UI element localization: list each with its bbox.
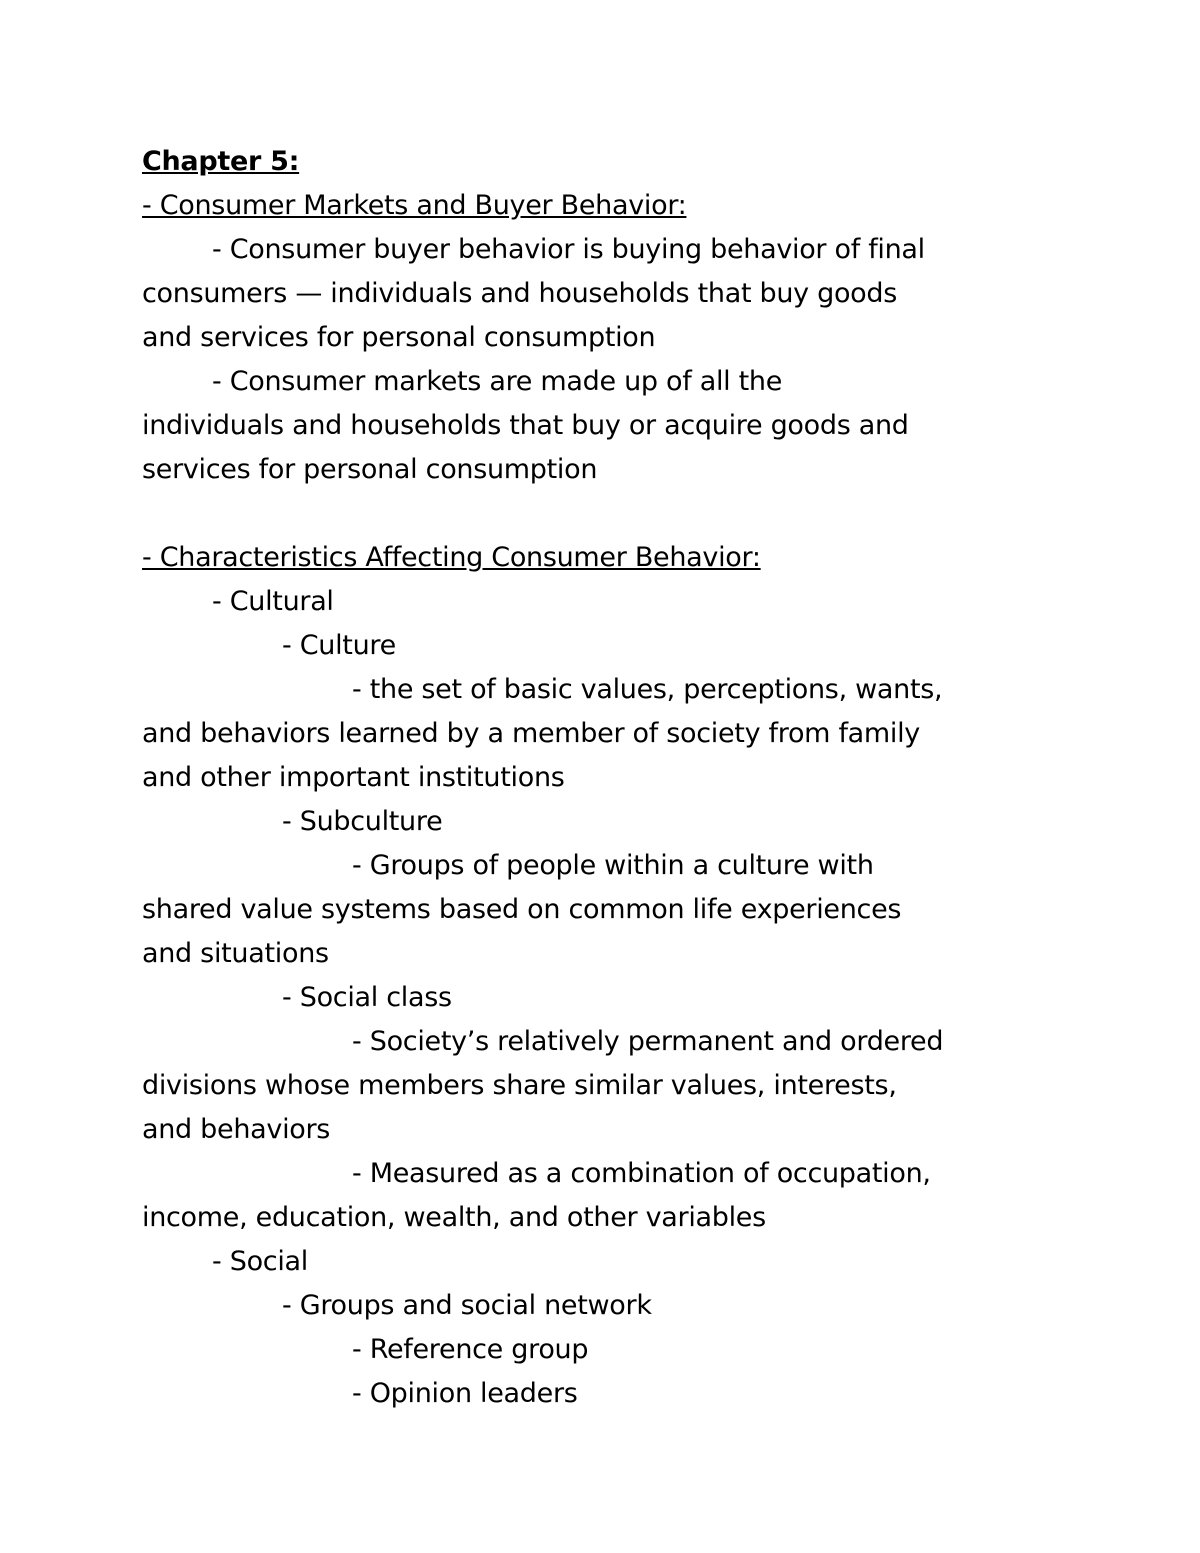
text-line: shared value systems based on common life experiences <box>142 894 902 925</box>
list-item-level-1: - Social <box>212 1246 308 1277</box>
chapter-title: Chapter 5: <box>142 146 300 177</box>
list-item-level-2: - Culture <box>282 630 396 661</box>
text-line: services for personal consumption <box>142 454 598 485</box>
section-heading-consumer-markets: - Consumer Markets and Buyer Behavior: <box>142 190 687 221</box>
text-line: and behaviors learned by a member of society from family <box>142 718 920 749</box>
list-item-level-2: - Social class <box>282 982 452 1013</box>
text-line: income, education, wealth, and other variables <box>142 1202 766 1233</box>
list-item-level-3: - the set of basic values, perceptions, wants, <box>352 674 943 705</box>
text-line: - Consumer buyer behavior is buying behavior of final <box>212 234 925 265</box>
text-line: and services for personal consumption <box>142 322 656 353</box>
text-line: and other important institutions <box>142 762 565 793</box>
text-line: and situations <box>142 938 329 969</box>
text-line: consumers — individuals and households that buy goods <box>142 278 898 309</box>
document-page <box>142 140 1062 1416</box>
text-line: individuals and households that buy or acquire goods and <box>142 410 909 441</box>
list-item-level-3: - Society’s relatively permanent and ordered <box>352 1026 944 1057</box>
list-item-level-3: - Reference group <box>352 1334 589 1365</box>
text-line: divisions whose members share similar values, interests, <box>142 1070 897 1101</box>
text-line: - Consumer markets are made up of all the <box>212 366 783 397</box>
list-item-level-2: - Groups and social network <box>282 1290 652 1321</box>
list-item-level-1: - Cultural <box>212 586 334 617</box>
text-line: and behaviors <box>142 1114 331 1145</box>
blank-line <box>142 492 1062 536</box>
list-item-level-2: - Subculture <box>282 806 443 837</box>
list-item-level-3: - Opinion leaders <box>352 1378 578 1409</box>
list-item-level-3: - Measured as a combination of occupation, <box>352 1158 931 1189</box>
section-heading-characteristics: - Characteristics Affecting Consumer Behavior: <box>142 542 761 573</box>
list-item-level-3: - Groups of people within a culture with <box>352 850 874 881</box>
